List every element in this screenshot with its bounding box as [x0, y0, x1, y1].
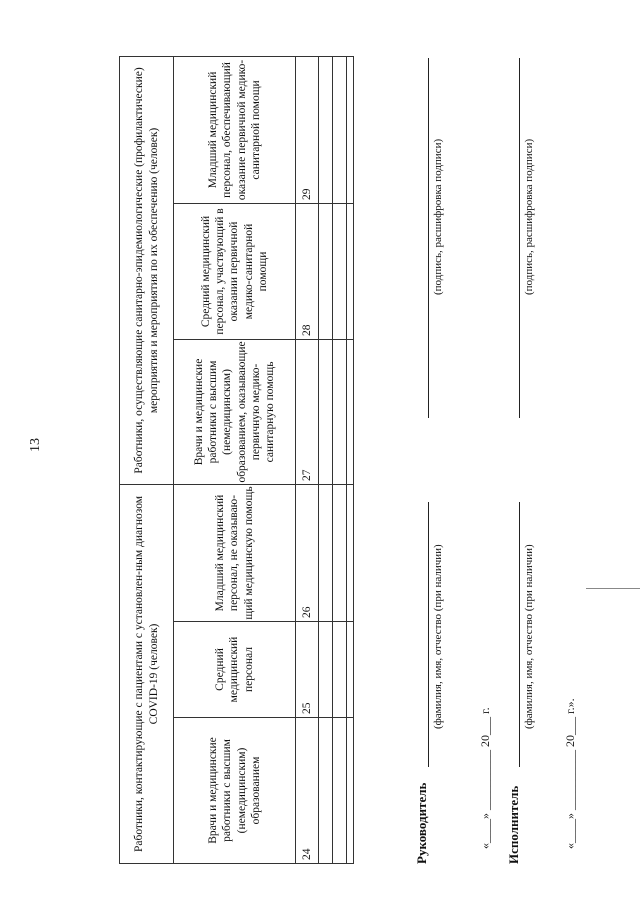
table-cell[interactable] [333, 339, 347, 484]
column-header: Младший медицинский персонал, обеспечивающий оказание первичной медико-санитарной помощи [174, 56, 296, 203]
column-number: 25 [296, 622, 319, 718]
table-cell[interactable] [347, 339, 354, 484]
table-cell[interactable] [333, 203, 347, 339]
column-header: Врачи и медицинские работники с высшим (немедицинским) образованием, оказывающие первичную медико-санитарную помощь [174, 339, 296, 484]
table-cell[interactable] [333, 484, 347, 621]
table-cell[interactable] [347, 622, 354, 718]
table-cell[interactable] [347, 56, 354, 203]
head-date-line[interactable]: «____» __________ 20___ г. [478, 707, 492, 849]
table-cell[interactable] [319, 484, 333, 621]
group-header-sanitary: Работники, осуществляющие санитарно-эпидемиологические (профилактические) мероприятия и мероприятия по их обеспечению (человек) [120, 56, 174, 484]
head-name-caption: (фамилия, имя, отчество (при наличии) [432, 544, 444, 729]
column-header: Врачи и медицинские работники с высшим (немедицинским) образованием [174, 718, 296, 864]
data-row [333, 56, 347, 863]
column-number: 26 [296, 484, 319, 621]
executor-name-line[interactable] [519, 502, 520, 767]
table-cell[interactable] [319, 56, 333, 203]
table-cell[interactable] [347, 484, 354, 621]
head-signature-line[interactable] [428, 58, 429, 418]
executor-label: Исполнитель [506, 785, 521, 864]
head-label: Руководитель [414, 782, 429, 864]
table-cell[interactable] [319, 203, 333, 339]
executor-signature-line[interactable] [519, 58, 520, 418]
executor-date-line[interactable]: «____» __________ 20___ г.». [563, 698, 577, 849]
head-signature-caption: (подпись, расшифровка подписи) [432, 138, 444, 295]
column-header: Младший медицинский персонал, не оказываю-щий медицинскую помощь [174, 484, 296, 621]
table-cell[interactable] [319, 339, 333, 484]
data-row [319, 56, 333, 863]
executor-name-caption: (фамилия, имя, отчество (при наличии) [523, 544, 535, 729]
column-number: 27 [296, 339, 319, 484]
table-cell[interactable] [347, 718, 354, 864]
executor-signature-caption: (подпись, расшифровка подписи) [523, 138, 535, 295]
table-cell[interactable] [347, 203, 354, 339]
scan-artifact-line [586, 588, 640, 589]
column-number: 24 [296, 718, 319, 864]
table-cell[interactable] [319, 718, 333, 864]
column-number: 29 [296, 56, 319, 203]
group-header-contact: Работники, контактирующие с пациентами с установлен-ным диагнозом COVID-19 (человек) [120, 484, 174, 863]
staff-table [119, 56, 354, 864]
column-number: 28 [296, 203, 319, 339]
table-cell[interactable] [333, 718, 347, 864]
column-header: Средний медицинский персонал, участвующий в оказании первичной медико-санитарной помощи [174, 203, 296, 339]
table-cell[interactable] [333, 622, 347, 718]
page-number: 13 [28, 438, 43, 452]
table-cell[interactable] [319, 622, 333, 718]
table-cell[interactable] [333, 56, 347, 203]
head-name-line[interactable] [428, 502, 429, 767]
column-header: Средний медицинский персонал [174, 622, 296, 718]
data-row [347, 56, 354, 863]
